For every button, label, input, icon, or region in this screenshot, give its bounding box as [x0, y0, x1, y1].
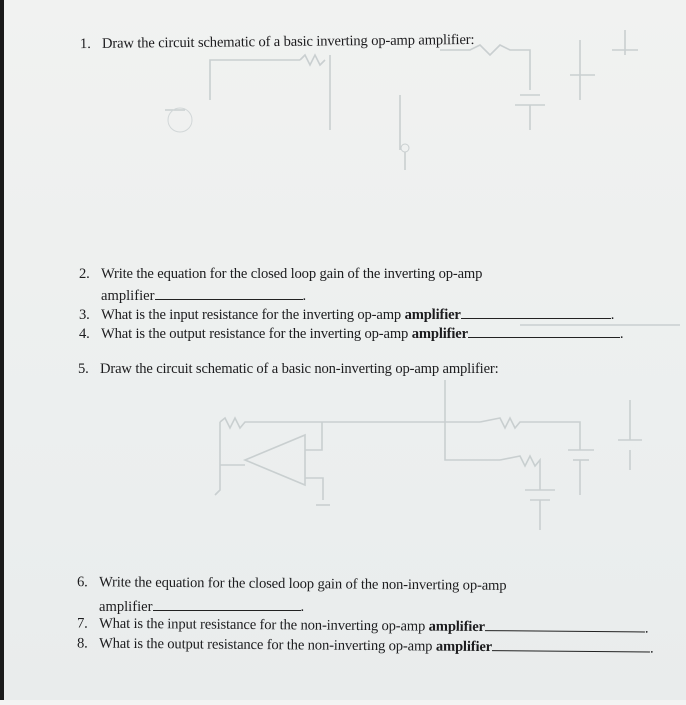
question-text: Write the equation for the closed loop gain of the non-inverting op-amp	[98, 574, 507, 594]
question-bold-word: amplifier	[435, 638, 493, 656]
terminator: .	[302, 288, 307, 304]
question-continuation-text: amplifier	[101, 288, 155, 304]
question-number: 1.	[79, 35, 91, 53]
question-bold-word: amplifier	[411, 326, 468, 342]
terminator: .	[644, 620, 649, 637]
question-2-continuation	[101, 286, 306, 305]
question-number: 3.	[79, 307, 90, 323]
terminator: .	[300, 599, 305, 615]
answer-blank-input-resistance-non-inverting[interactable]	[485, 617, 645, 632]
question-text: What is the input resistance for the inverting op-amp	[101, 307, 402, 323]
question-continuation-text: amplifier	[99, 599, 153, 615]
question-number: 5.	[78, 361, 89, 377]
question-6	[77, 574, 507, 595]
terminator: .	[649, 640, 654, 657]
answer-blank-output-resistance-inverting[interactable]	[468, 324, 620, 338]
question-bold-word: amplifier	[428, 618, 485, 636]
question-number: 2.	[79, 266, 90, 282]
question-text: What is the output resistance for the inverting op-amp	[101, 326, 409, 342]
terminator: .	[619, 326, 624, 342]
question-2	[79, 266, 482, 283]
question-number: 4.	[79, 326, 90, 342]
question-number: 7.	[76, 615, 88, 632]
question-text: What is the output resistance for the non-inverting op-amp	[98, 635, 433, 655]
question-number: 6.	[76, 574, 88, 591]
question-4	[79, 324, 623, 343]
question-3	[79, 305, 614, 324]
question-text: Write the equation for the closed loop gain of the inverting op-amp	[101, 266, 483, 282]
question-5	[78, 361, 499, 378]
question-1	[80, 32, 475, 53]
question-text: What is the input resistance for the non-inverting op-amp	[98, 615, 426, 635]
answer-blank-gain-inverting[interactable]	[155, 286, 303, 300]
question-bold-word: amplifier	[404, 307, 461, 323]
question-number: 8.	[76, 635, 88, 652]
terminator: .	[610, 307, 615, 323]
answer-blank-input-resistance-inverting[interactable]	[461, 305, 611, 319]
question-text: Draw the circuit schematic of a basic non-inverting op-amp amplifier:	[100, 361, 499, 377]
photo-edge-shadow	[0, 0, 4, 700]
answer-blank-output-resistance-non-inverting[interactable]	[492, 637, 650, 652]
question-text: Draw the circuit schematic of a basic inverting op-amp amplifier:	[101, 31, 475, 52]
answer-blank-gain-non-inverting[interactable]	[153, 597, 301, 611]
question-8	[77, 633, 654, 657]
